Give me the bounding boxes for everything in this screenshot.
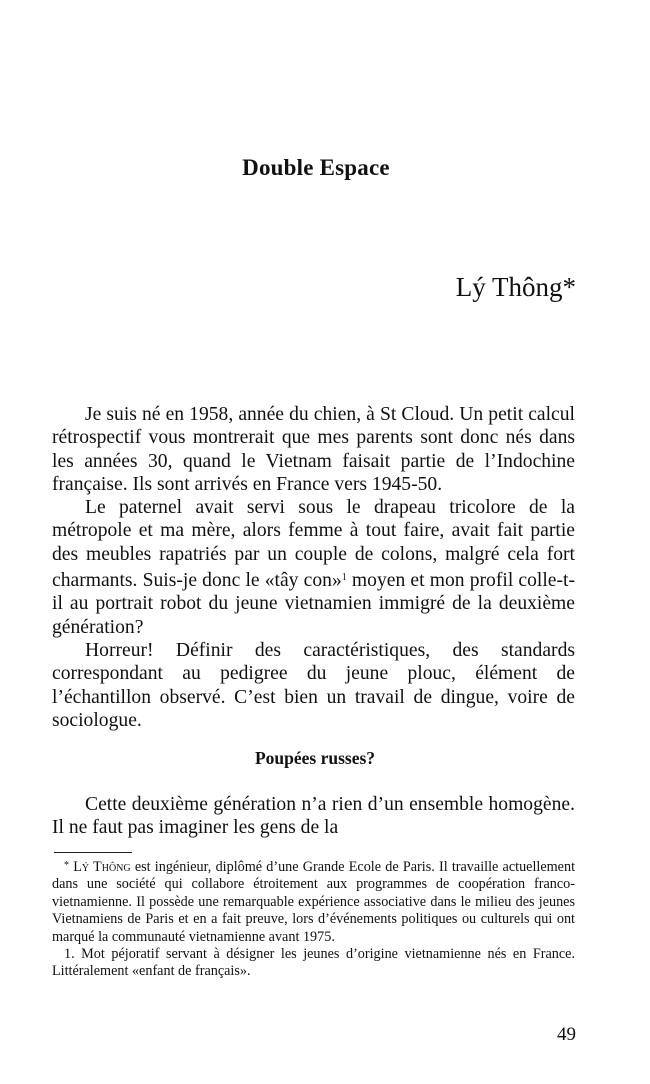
footnote-marker: 1. xyxy=(64,946,75,963)
footnote-marker: * xyxy=(64,860,69,871)
article-body xyxy=(52,403,575,732)
paragraph-text: Le paternel avait servi sous le drapeau tricolore de la métropole et ma mère, alors femme à tout faire, avait fait partie des meubles rapatriés par un couple de colons, malgré cela fort charmants. Suis-je donc le «tây con» xyxy=(52,497,575,592)
footnote-text: Mot péjoratif servant à désigner les jeunes d’origine vietnamienne nés en France. Littéralement «enfant de français». xyxy=(52,946,575,980)
footnote-divider xyxy=(54,852,132,853)
paragraph xyxy=(52,639,575,732)
paragraph-text: Horreur! Définir des caractéristiques, des standards correspondant au pedigree du jeune plouc, élément de l’échantillon observé. C’est bien un travail de dingue, voire de sociologue. xyxy=(52,639,575,731)
article-title: Double Espace xyxy=(242,155,390,180)
section-heading: Poupées russes? xyxy=(254,748,376,768)
paragraph-text: moyen et mon profil colle-t-il au portrait robot du jeune vietnamien immigré de la deuxième génération? xyxy=(52,570,575,638)
footnote-reference: 1 xyxy=(341,572,347,584)
footnote-text: est ingénieur, diplômé d’une Grande Ecole de Paris. Il travaille actuellement dans une société qui collabore étroitement aux programmes de coopération franco-vietnamienne. Il possède une remarquable expérience associative dans le milieu des jeunes Vietnamiens de Paris et en a fait preuve, lors d’événements politiques ou culturels qui ont marqué la communauté vietnamienne avant 1975. xyxy=(52,859,576,945)
footnote xyxy=(52,857,575,946)
paragraph: Cette deuxième génération n’a rien d’un ensemble homogène. Il ne faut pas imaginer les gens de la xyxy=(52,794,575,839)
page-number: 49 xyxy=(557,1024,576,1045)
footnote-author-name: Lý Thông xyxy=(73,859,131,875)
article-body-continued xyxy=(52,793,575,840)
footnote xyxy=(52,946,575,981)
paragraph-text: Je suis né en 1958, année du chien, à St Cloud. Un petit calcul rétrospectif vous montrerait que mes parents sont donc nés dans les années 30, quand le Vietnam faisait partie de l’Indochine française. Ils sont arrivés en France vers 1945-50. xyxy=(52,404,575,495)
footnotes xyxy=(52,857,575,981)
paragraph xyxy=(52,403,575,496)
author-name: Lý Thông* xyxy=(455,272,576,302)
paragraph xyxy=(52,496,575,639)
